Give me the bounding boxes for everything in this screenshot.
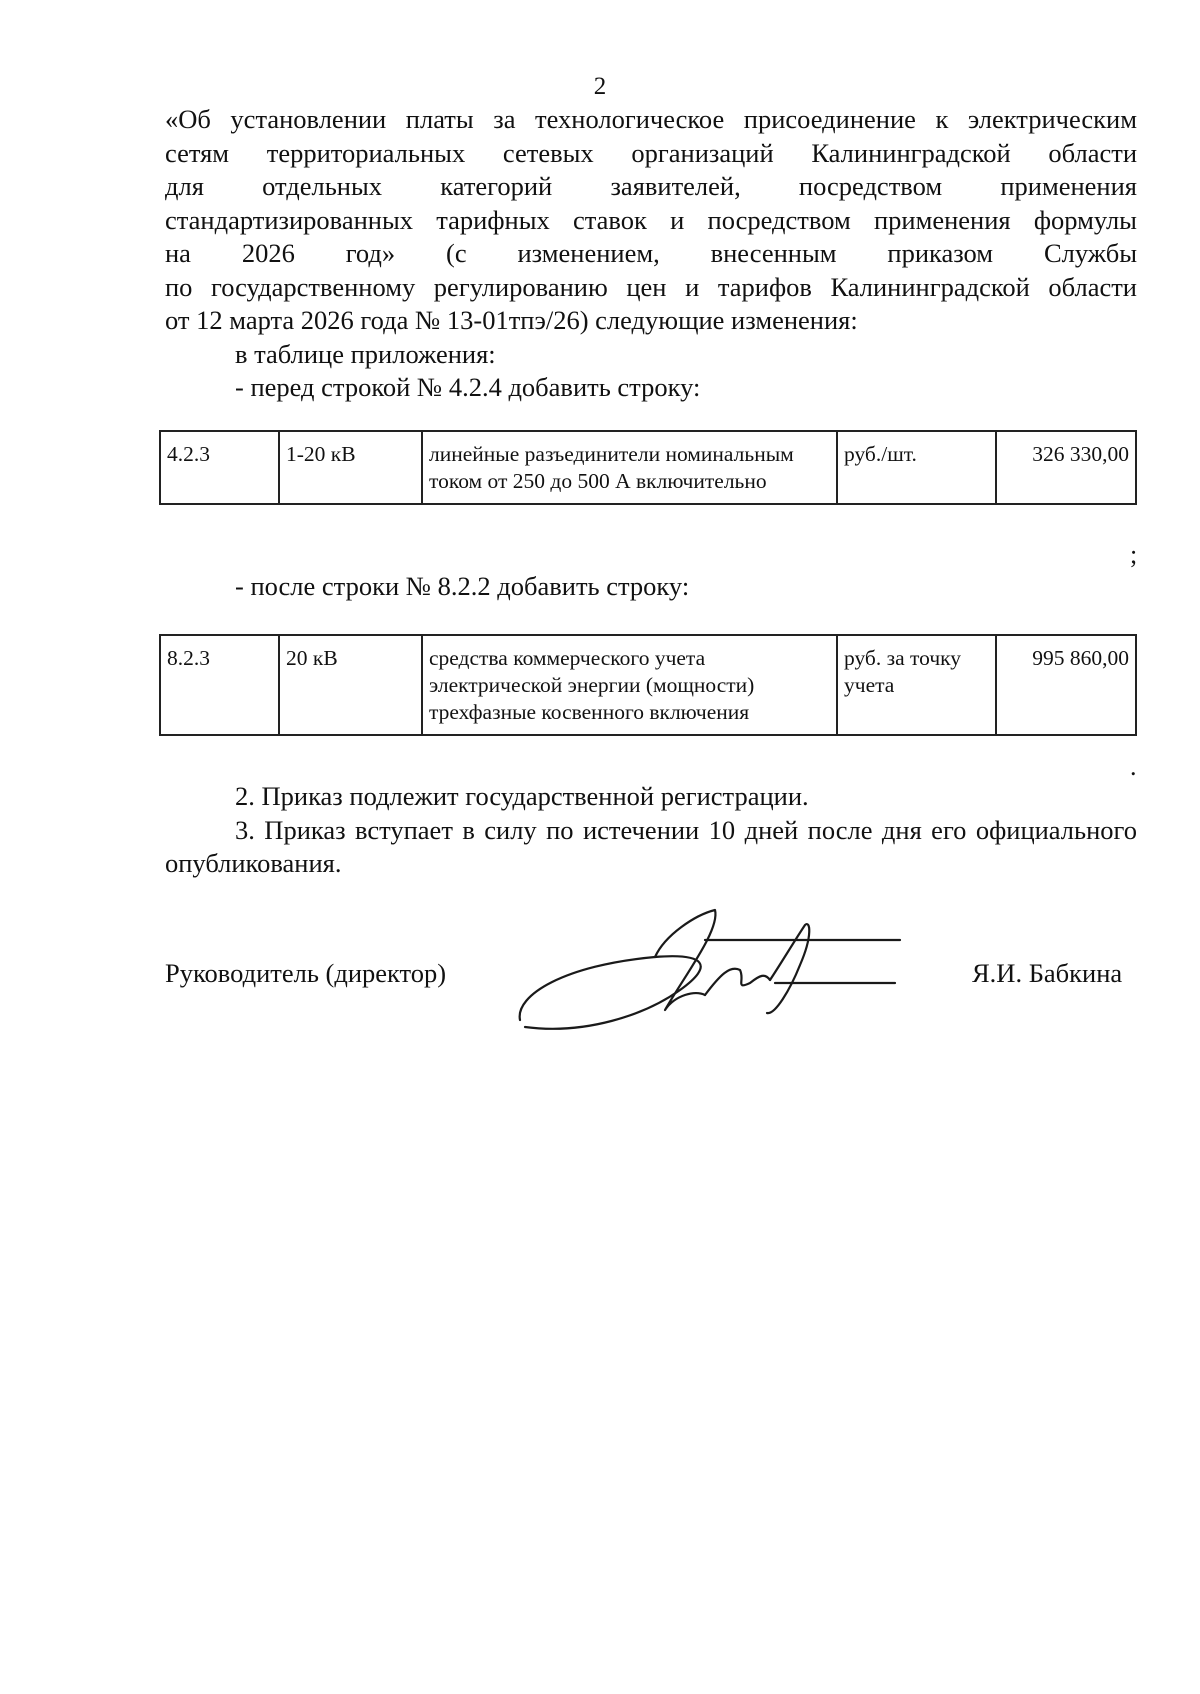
intro-line-3: для отдельных категорий заявителей, посредством применения: [165, 171, 1137, 201]
row-number: 8.2.3: [160, 635, 279, 735]
row-number: 4.2.3: [160, 431, 279, 504]
intro-line-7: от 12 марта 2026 года № 13-01тпэ/26) следующие изменения:: [165, 305, 858, 335]
intro-line-6: по государственному регулированию цен и тарифов Калининградской области: [165, 271, 1137, 302]
period: .: [1130, 752, 1137, 781]
in-table-line: в таблице приложения:: [235, 338, 496, 369]
intro-line-1: «Об установлении платы за технологическое присоединение к электрическим: [165, 104, 1137, 134]
intro-line-2: сетям территориальных сетевых организаций Калининградской области: [165, 137, 1137, 168]
before-row-line: - перед строкой № 4.2.4 добавить строку:: [235, 372, 701, 402]
closing-text: [165, 780, 1137, 881]
table-row: [160, 431, 1136, 504]
item-3: 3. Приказ вступает в силу по истечении 10 дней после дня его официального опубликования.: [165, 814, 1137, 878]
handwritten-signature: [505, 895, 915, 1045]
unit: руб./шт.: [837, 431, 996, 504]
intro-text: [165, 103, 1137, 405]
intro-line-4: стандартизированных тарифных ставок и посредством применения формулы: [165, 204, 1137, 235]
after-row-line: - после строки № 8.2.2 добавить строку:: [235, 571, 690, 601]
item-2: 2. Приказ подлежит государственной регистрации.: [235, 781, 809, 811]
inserted-row-table-2: [159, 634, 1137, 736]
table-row: [160, 635, 1136, 735]
description: линейные разъединители номинальным током от 250 до 500 А включительно: [422, 431, 837, 504]
signatory-name: Я.И. Бабкина: [972, 958, 1123, 988]
page-number: 2: [593, 73, 607, 100]
voltage: 1-20 кВ: [279, 431, 422, 504]
rate: 326 330,00: [996, 431, 1136, 504]
rate: 995 860,00: [996, 635, 1136, 735]
signatory-position: Руководитель (директор): [165, 958, 447, 988]
intro-line-5: на 2026 год» (с изменением, внесенным приказом Службы: [165, 238, 1137, 268]
unit: руб. за точку учета: [837, 635, 996, 735]
voltage: 20 кВ: [279, 635, 422, 735]
inserted-row-table-1: [159, 430, 1137, 505]
description: средства коммерческого учета электрической энергии (мощности) трехфазные косвенного включения: [422, 635, 837, 735]
semicolon: ;: [1130, 540, 1138, 569]
